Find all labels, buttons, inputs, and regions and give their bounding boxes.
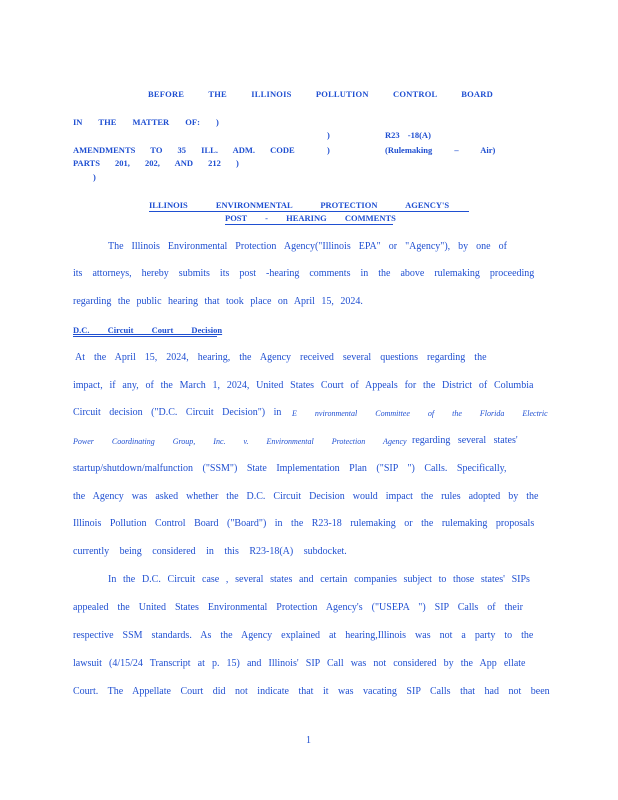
section-underline — [73, 336, 217, 337]
page-number: 1 — [306, 735, 311, 746]
caption-paren-5: ) — [93, 172, 96, 182]
caption-paren: ) — [327, 130, 330, 140]
docket-number: R23 -18(A) — [385, 130, 431, 140]
title-underline-1 — [149, 211, 469, 212]
title-underline-2 — [225, 224, 393, 225]
intro-line-1: The Illinois Environmental Protection Agency("Illinois EPA" or "Agency"), by one of — [108, 241, 507, 252]
para3-line-2: appealed the United States Environmental Protection Agency's ("USEPA ") SIP Calls of their — [73, 602, 523, 613]
intro-line-3: regarding the public hearing that took place on April 15, 2024. — [73, 296, 363, 307]
para2-line-3a: Circuit decision ("D.C. Circuit Decision") in — [73, 407, 282, 418]
doc-title-line-2: POST - HEARING COMMENTS — [225, 213, 396, 223]
para2-line-7: Illinois Pollution Control Board ("Board") in the R23-18 rulemaking or the rulemaking proposals — [73, 518, 535, 529]
para2-line-2: impact, if any, of the March 1, 2024, United States Court of Appeals for the District of Columbia — [73, 380, 534, 391]
para2-line-8: currently being considered in this R23-18(A) subdocket. — [73, 546, 347, 557]
section-heading: D.C. Circuit Court Decision — [73, 325, 223, 335]
para3-line-1: In the D.C. Circuit case , several states and certain companies subject to those states' SIPs — [108, 574, 530, 585]
para2-line-5: startup/shutdown/malfunction ("SSM") State Implementation Plan ("SIP ") Calls. Specifically, — [73, 463, 507, 474]
para3-line-5: Court. The Appellate Court did not indicate that it was vacating SIP Calls that had not been — [73, 686, 550, 697]
intro-line-2: its attorneys, hereby submits its post -hearing comments in the above rulemaking proceeding — [73, 268, 535, 279]
caption-line-3: AMENDMENTS TO 35 ILL. ADM. CODE — [73, 145, 295, 155]
para2-line-6: the Agency was asked whether the D.C. Circuit Decision would impact the rules adopted by the — [73, 491, 539, 502]
rulemaking-type: (Rulemaking – Air) — [385, 145, 496, 155]
para3-line-3: respective SSM standards. As the Agency explained at hearing,Illinois was not a party to the — [73, 630, 534, 641]
caption-line-4: PARTS 201, 202, AND 212 ) — [73, 158, 239, 168]
board-header: BEFORE THE ILLINOIS POLLUTION CONTROL BOARD — [148, 89, 493, 99]
case-name-part-1: E nvironmental Committee of the Florida Electric — [292, 409, 548, 418]
para2-line-4b: regarding several states' — [412, 435, 518, 446]
caption-paren-3: ) — [327, 145, 330, 155]
para3-line-4: lawsuit (4/15/24 Transcript at p. 15) and Illinois' SIP Call was not considered by the App ellate — [73, 658, 526, 669]
doc-title-line-1: ILLINOIS ENVIRONMENTAL PROTECTION AGENCY'S — [149, 200, 450, 210]
caption-line-1: IN THE MATTER OF: ) — [73, 117, 219, 127]
para2-line-1: At the April 15, 2024, hearing, the Agency received several questions regarding the — [75, 352, 487, 363]
case-name-part-2: Power Coordinating Group, Inc. v. Environmental Protection Agency — [73, 437, 407, 446]
